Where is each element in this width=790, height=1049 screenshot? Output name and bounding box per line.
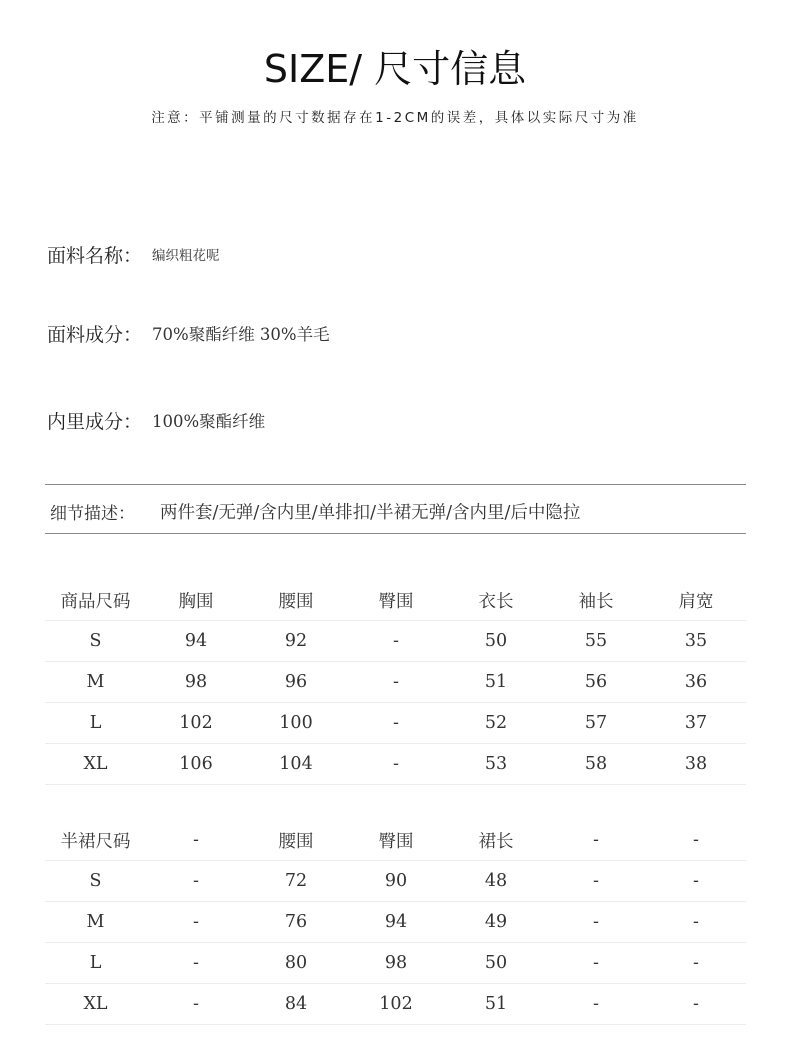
fabric-composition-value: 70%聚酯纤维 30%羊毛 [152, 325, 330, 344]
table-cell: - [593, 953, 599, 973]
table-cell: XL [83, 994, 108, 1014]
table-cell: 84 [284, 994, 308, 1014]
measurement-note: 注意：平铺测量的尺寸数据存在1-2CM的误差，具体以实际尺寸为准 [151, 110, 639, 126]
table-cell: 92 [284, 631, 308, 651]
table-cell: 90 [384, 871, 408, 891]
table-cell: - [593, 871, 599, 891]
table-cell: L [89, 953, 102, 973]
header-cell: 半裙尺码 [60, 831, 131, 852]
header-cell: 臀围 [378, 591, 414, 612]
details-value: 两件套/无弹/含内里/单排扣/半裙无弹/含内里/后中隐拉 [160, 502, 581, 523]
table-row [45, 621, 746, 662]
table-cell: M [86, 912, 105, 932]
header-cell: 臀围 [378, 831, 414, 852]
table-cell: 51 [484, 994, 508, 1014]
table-cell: - [193, 871, 199, 891]
table-cell: 52 [484, 713, 508, 733]
header-cell: 肩宽 [678, 591, 714, 612]
table-cell: 80 [284, 953, 308, 973]
table-cell: 36 [684, 672, 708, 692]
table-cell: - [393, 631, 399, 651]
table-cell: 96 [284, 672, 308, 692]
table-cell: - [693, 994, 699, 1014]
table-cell: - [393, 754, 399, 774]
table-row [45, 902, 746, 943]
table-cell: 94 [384, 912, 408, 932]
table-cell: 58 [584, 754, 608, 774]
header-cell: 衣长 [478, 591, 514, 612]
header-cell: - [693, 830, 699, 850]
table-cell: - [593, 994, 599, 1014]
table-row [45, 984, 746, 1025]
table-cell: 55 [584, 631, 608, 651]
table-cell: 104 [279, 754, 313, 774]
table-cell: S [89, 871, 102, 891]
table-cell: 49 [484, 912, 508, 932]
table-row [45, 662, 746, 703]
table-cell: 35 [684, 631, 708, 651]
table-cell: 106 [179, 754, 213, 774]
header-cell: 袖长 [578, 591, 614, 612]
header-cell: - [593, 830, 599, 850]
table-cell: M [86, 672, 105, 692]
lining-composition-value: 100%聚酯纤维 [152, 412, 266, 431]
details-label: 细节描述： [50, 503, 135, 524]
table-cell: - [693, 912, 699, 932]
table-cell: - [193, 994, 199, 1014]
table-cell: XL [83, 754, 108, 774]
table-cell: 98 [384, 953, 408, 973]
header-cell: - [193, 830, 199, 850]
table-row [45, 703, 746, 744]
lining-composition-label: 内里成分： [47, 410, 143, 433]
header-cell: 商品尺码 [60, 591, 131, 612]
fabric-name-value: 编织粗花呢 [152, 248, 220, 264]
header-cell: 腰围 [278, 831, 314, 852]
table-cell: 100 [279, 713, 313, 733]
page-title: SIZE/ 尺寸信息 [263, 47, 527, 91]
table-cell: 94 [184, 631, 208, 651]
top-size-table [45, 580, 746, 785]
table-cell: 50 [484, 631, 508, 651]
table-cell: 38 [684, 754, 708, 774]
table-cell: 98 [184, 672, 208, 692]
fabric-composition-row [47, 318, 330, 348]
table-cell: - [393, 713, 399, 733]
table-cell: 56 [584, 672, 608, 692]
table-row [45, 744, 746, 785]
table-cell: - [393, 672, 399, 692]
table-cell: 53 [484, 754, 508, 774]
table-cell: L [89, 713, 102, 733]
table-cell: - [693, 871, 699, 891]
table-cell: 37 [684, 713, 708, 733]
table-cell: S [89, 631, 102, 651]
table-cell: 51 [484, 672, 508, 692]
table-cell: - [193, 912, 199, 932]
header-cell: 裙长 [478, 831, 514, 852]
table-row [45, 943, 746, 984]
lining-composition-row [47, 405, 265, 435]
divider-top [45, 484, 746, 485]
table-cell: - [193, 953, 199, 973]
fabric-composition-label: 面料成分： [47, 323, 143, 346]
table-cell: 76 [284, 912, 308, 932]
table-header-row [45, 580, 746, 621]
table-cell: 72 [284, 871, 308, 891]
table-row [45, 861, 746, 902]
table-cell: - [593, 912, 599, 932]
table-header-row [45, 820, 746, 861]
header-cell: 胸围 [178, 591, 214, 612]
header-cell: 腰围 [278, 591, 314, 612]
table-cell: 102 [379, 994, 413, 1014]
details-row [50, 496, 580, 526]
fabric-name-row [47, 239, 220, 269]
table-cell: 57 [584, 713, 608, 733]
fabric-name-label: 面料名称： [47, 244, 143, 267]
table-cell: 48 [484, 871, 508, 891]
table-cell: - [693, 953, 699, 973]
table-cell: 50 [484, 953, 508, 973]
skirt-size-table [45, 820, 746, 1025]
divider-bottom [45, 533, 746, 534]
table-cell: 102 [179, 713, 213, 733]
